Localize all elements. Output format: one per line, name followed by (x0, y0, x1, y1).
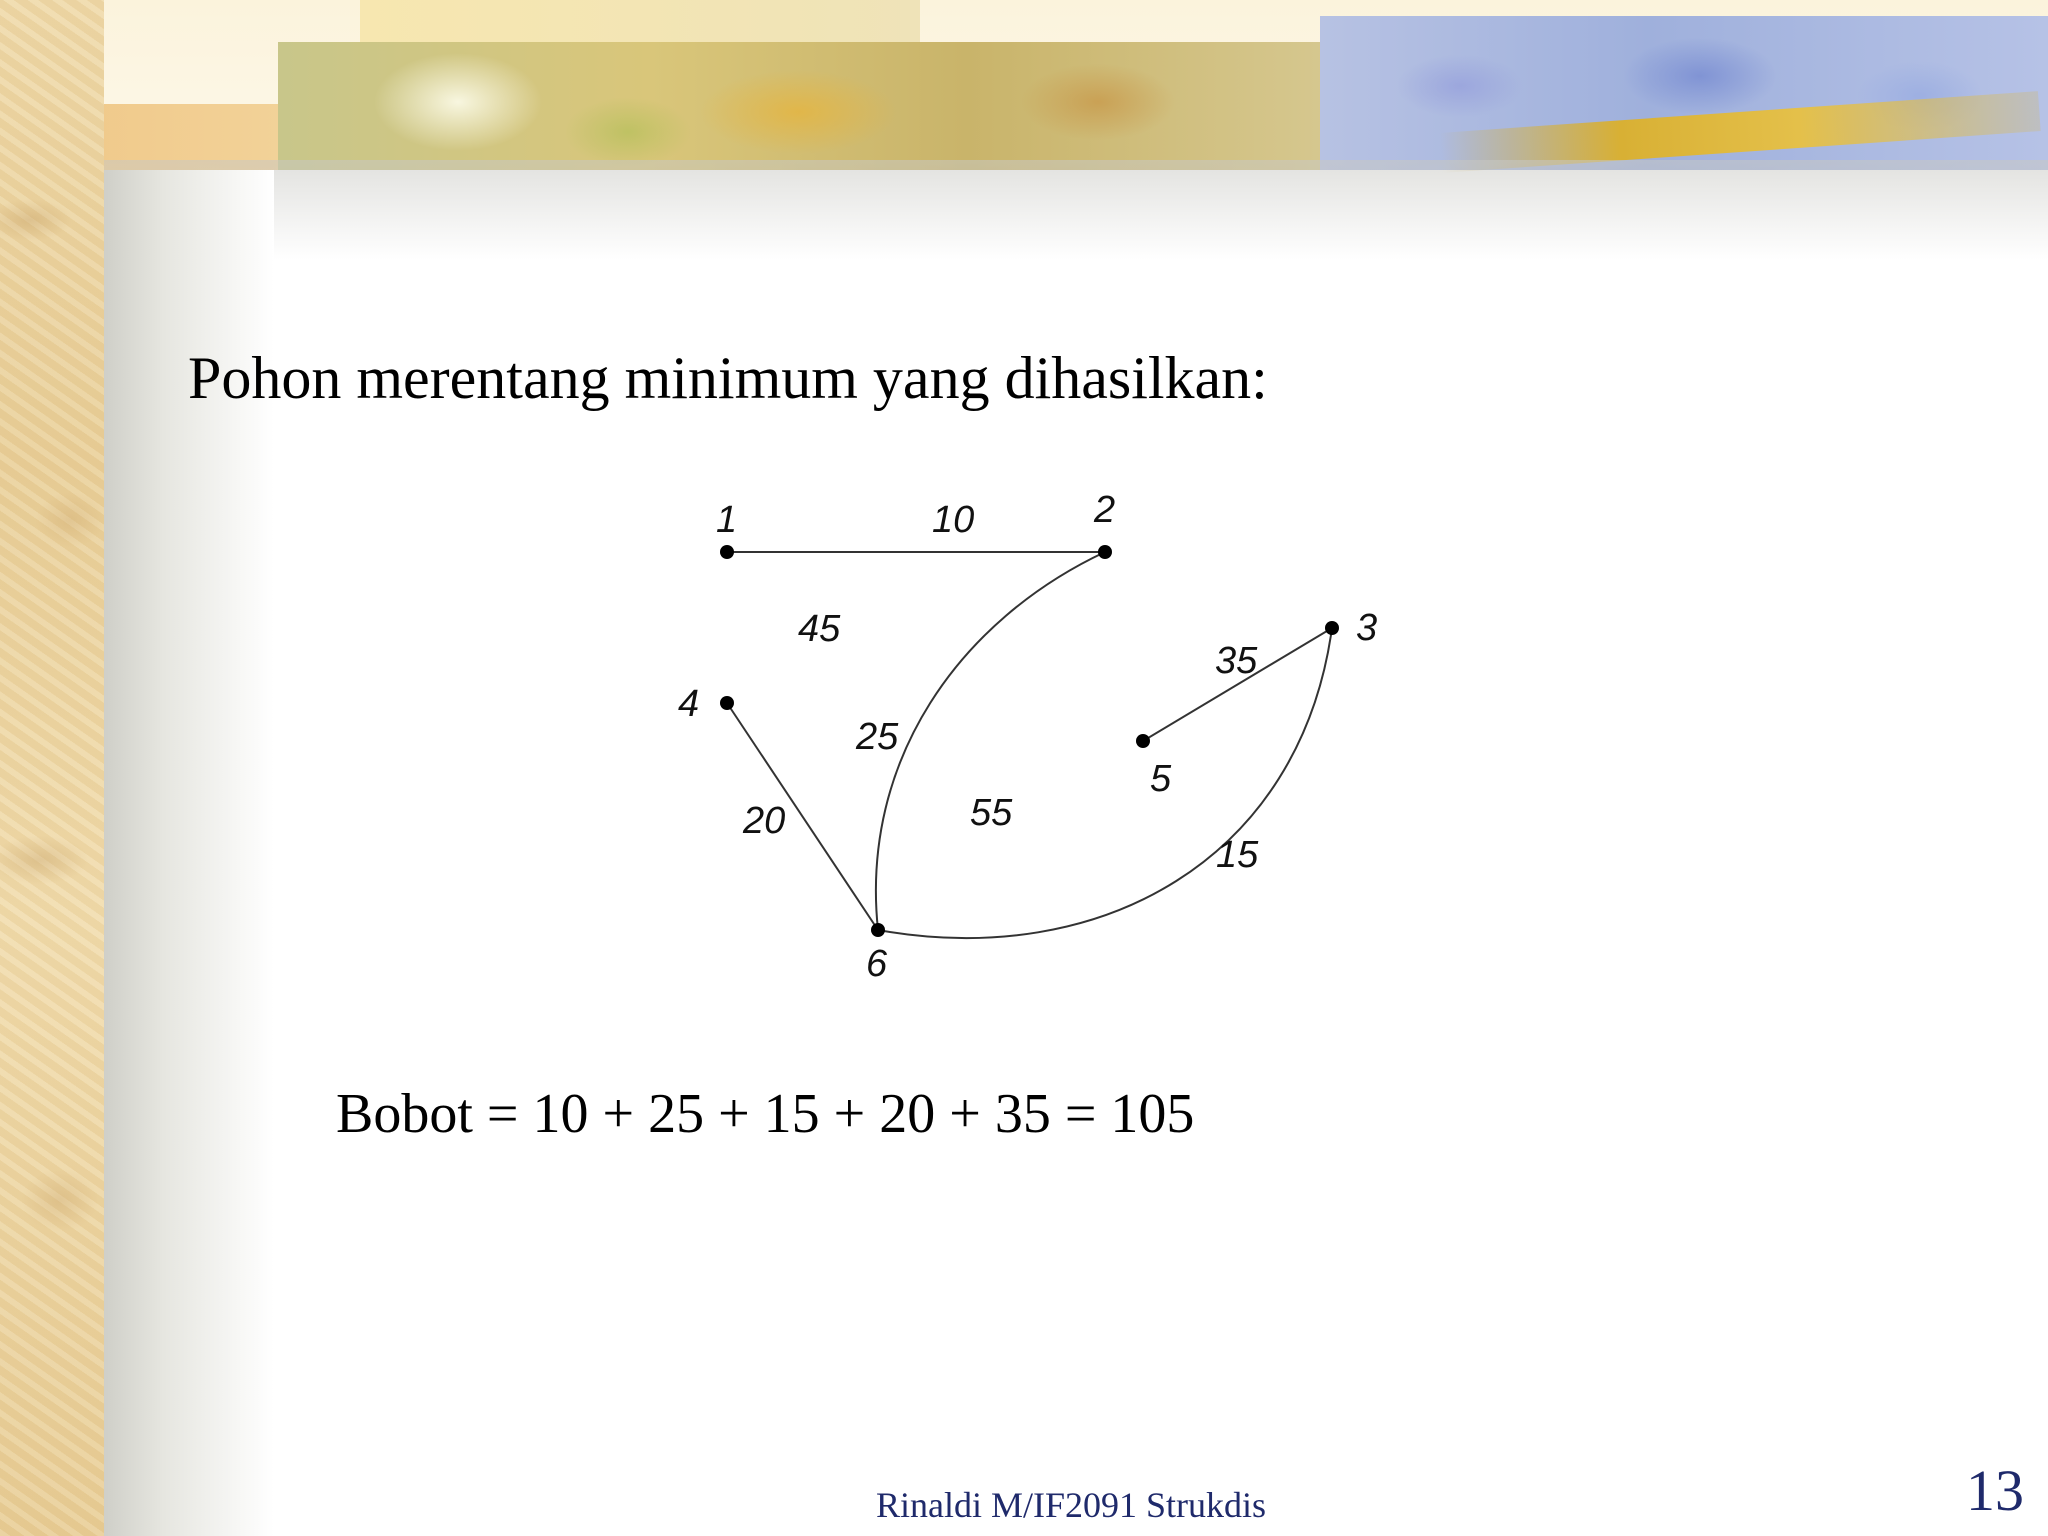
page-number: 13 (1966, 1458, 2024, 1523)
node-5 (1136, 734, 1150, 748)
node-label-6: 6 (866, 943, 888, 985)
node-label-2: 2 (1094, 489, 1116, 531)
edge-6-3 (878, 628, 1332, 938)
node-label-4: 4 (678, 683, 700, 725)
edge-weight-5-3: 35 (1215, 640, 1258, 682)
slide-footer: Rinaldi M/IF2091 Strukdis (876, 1485, 1267, 1525)
total-weight-equation: Bobot = 10 + 25 + 15 + 20 + 35 = 105 (336, 1083, 1195, 1145)
edge-weight-1-2: 10 (932, 499, 975, 541)
node-2 (1098, 545, 1112, 559)
node-label-5: 5 (1150, 758, 1172, 800)
unused-weight-label: 55 (970, 792, 1013, 834)
slide-title: Pohon merentang minimum yang dihasilkan: (188, 345, 1268, 411)
node-3 (1325, 621, 1339, 635)
node-1 (720, 545, 734, 559)
edge-weight-4-6: 20 (743, 800, 786, 842)
edge-weight-2-6: 25 (856, 716, 899, 758)
node-label-1: 1 (716, 499, 738, 541)
edge-2-6 (876, 552, 1105, 930)
edge-weight-6-3: 15 (1216, 834, 1259, 876)
unused-weight-label: 45 (798, 608, 841, 650)
node-label-3: 3 (1356, 607, 1378, 649)
node-4 (720, 696, 734, 710)
node-6 (871, 923, 885, 937)
